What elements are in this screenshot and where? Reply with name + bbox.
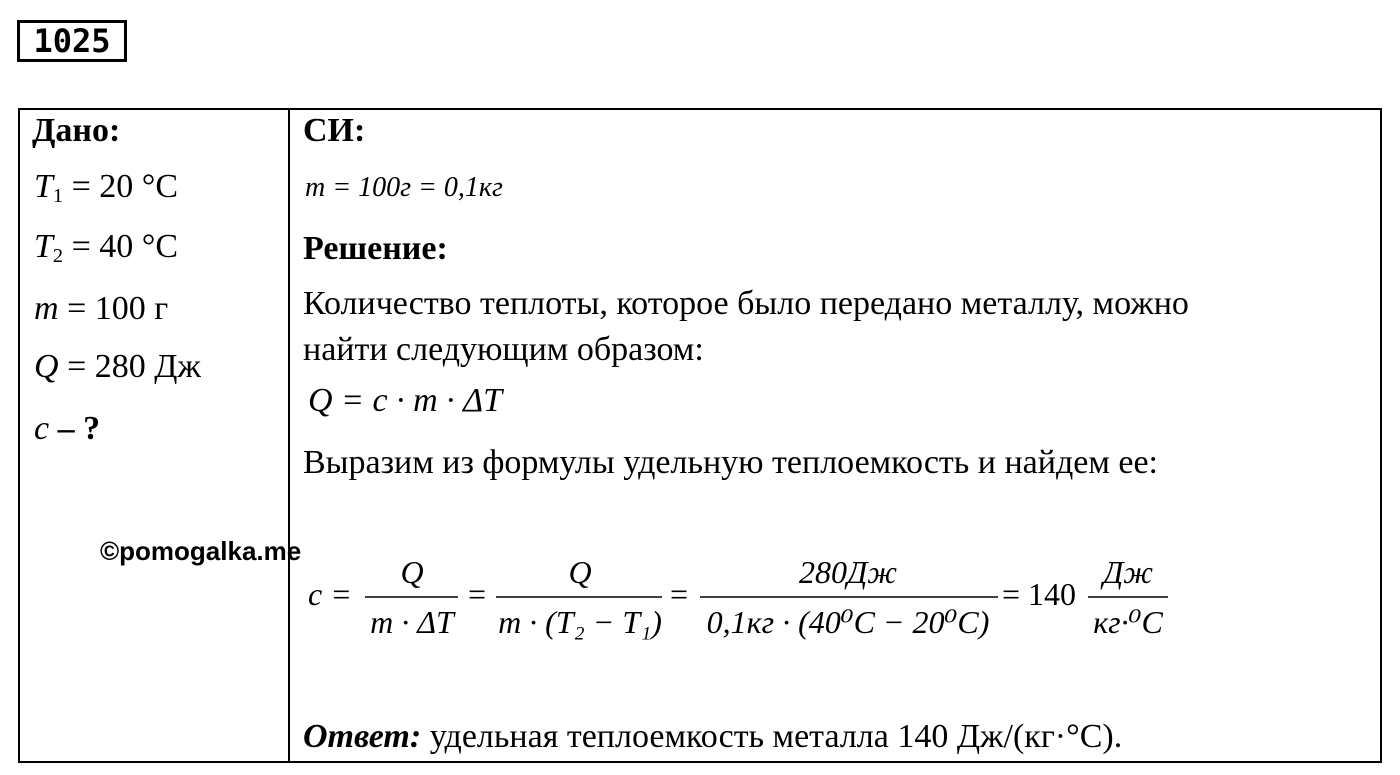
answer-line xyxy=(303,718,1122,756)
given-line-t1 xyxy=(34,168,178,208)
answer-text: удельная теплоемкость металла 140 Дж/(кг·°С). xyxy=(421,718,1123,755)
given-line-t2 xyxy=(34,228,178,268)
heat-formula: Q = c · m · ΔT xyxy=(308,382,503,419)
given-value: = 40 °C xyxy=(63,228,179,265)
solution-heading: Решение: xyxy=(303,230,448,267)
solution-paragraph2: Выразим из формулы удельную теплоемкость и найдем ее: xyxy=(303,444,1158,481)
fraction1-denominator: m · ΔT xyxy=(370,604,454,640)
given-value: = 20 °C xyxy=(63,168,179,205)
formula-equals-3: = 140 xyxy=(1002,576,1077,612)
solution-sheet xyxy=(18,108,1382,763)
given-line-m xyxy=(34,290,168,328)
given-symbol: c xyxy=(34,410,50,447)
solution-paragraph1-line1: Количество теплоты, которое было передано металлу, можно xyxy=(303,285,1189,322)
fraction3-denominator: 0,1кг · (40⁰C − 20⁰C) xyxy=(706,604,990,640)
given-unknown: – ? xyxy=(49,410,101,447)
formula-c-equals: c = xyxy=(308,576,352,612)
given-symbol: T xyxy=(34,168,53,205)
given-heading: Дано: xyxy=(32,112,121,149)
solution-paragraph1-line2: найти следующим образом: xyxy=(303,331,704,368)
fraction2-numerator: Q xyxy=(568,554,592,590)
si-conversion: m = 100г = 0,1кг xyxy=(305,172,503,203)
column-divider xyxy=(288,108,290,763)
given-line-c xyxy=(34,410,100,448)
given-symbol: Q xyxy=(34,348,59,385)
given-subscript: 1 xyxy=(52,185,64,208)
formula-equals-2: = xyxy=(670,576,689,612)
fraction3-numerator: 280Дж xyxy=(798,554,898,590)
fraction4-denominator: кг·⁰C xyxy=(1093,604,1163,640)
fraction1-numerator: Q xyxy=(400,554,424,590)
answer-label: Ответ: xyxy=(303,718,422,755)
given-value: = 100 г xyxy=(58,290,169,327)
given-subscript: 2 xyxy=(52,245,64,268)
fraction2-denominator: m · (T₂ − T₁) xyxy=(498,604,662,640)
given-line-q xyxy=(34,348,201,386)
given-symbol: m xyxy=(34,290,59,327)
si-heading: СИ: xyxy=(303,112,366,149)
fraction4-numerator: Дж xyxy=(1102,554,1154,590)
problem-number: 1025 xyxy=(17,20,127,62)
watermark: ©pomogalka.me xyxy=(100,536,302,566)
given-value: = 280 Дж xyxy=(58,348,201,385)
specific-heat-formula xyxy=(300,545,1200,655)
given-symbol: T xyxy=(34,228,53,265)
formula-equals-1: = xyxy=(468,576,487,612)
